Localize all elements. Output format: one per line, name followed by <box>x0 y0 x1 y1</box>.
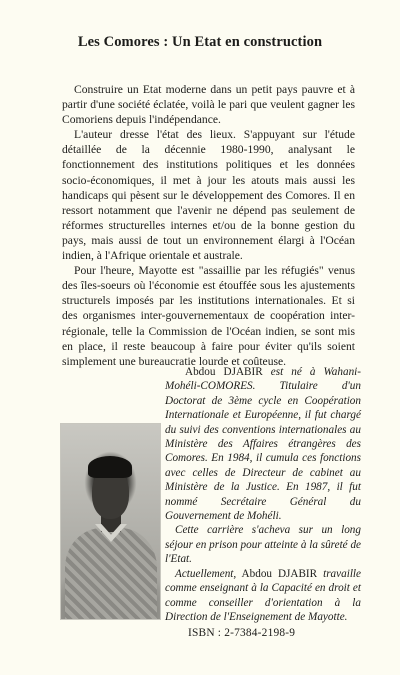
bio-author-name: Abdou DJABIR <box>185 366 263 378</box>
isbn: ISBN : 2-7384-2198-9 <box>188 627 296 639</box>
summary-paragraph-3: Pour l'heure, Mayotte est "assaillie par les réfugiés" venus des îles-soeurs où l'économie est étouffée sous les ajustements structurels imposés par les institutions internationales. Et si des organismes inter-gouvernementaux de coopération inter-régionale, telle la Commission de l'Océan indien, se sont mis en place, il reste beaucoup à faire pour éviter qu'ils soient simplement une bureaucratie lourde et coûteuse. <box>62 264 355 368</box>
author-photo-hair <box>88 456 132 478</box>
bio-paragraph-1 <box>165 365 361 523</box>
bio-paragraph-2 <box>165 523 361 566</box>
bio-paragraph-3 <box>165 567 361 625</box>
bio-paragraph-3-text: travaille comme enseignant à la Capacité en droit et comme conseiller d'orientation à la Direction de l'Enseignement de Mayotte. <box>165 567 361 623</box>
author-photo <box>60 423 161 620</box>
book-title: Les Comores : Un Etat en construction <box>77 34 323 50</box>
bio-paragraph-2-text: Cette carrière s'acheva sur un long séjour en prison pour atteinte à la sûreté de l'Etat. <box>165 524 361 566</box>
bio-paragraph-3-lead: Actuellement, <box>175 567 237 580</box>
author-bio <box>165 365 361 624</box>
summary-text <box>62 82 355 369</box>
summary-paragraph-1: Construire un Etat moderne dans un petit pays pauvre et à partir d'une société éclatée, voilà le pari que veulent gagner les Comoriens depuis l'indépendance. <box>62 83 355 127</box>
bio-paragraph-3-name: Abdou DJABIR <box>241 567 318 580</box>
summary-paragraph-2: L'auteur dresse l'état des lieux. S'appuyant sur l'étude détaillée de la décennie 1980-1990, analysant le fonctionnement des institutions politiques et les données socio-économiques, il met à jour les atouts mais aussi les handicaps qui pèsent sur le développement des Comores. Il en ressort notamment que l'avenir ne dépend pas seulement de réformes structurelles internes et/ou de la bonne gestion du pays, mais aussi de tout un environnement élargi à l'Océan indien, à l'Afrique orientale et australe. <box>62 128 355 263</box>
bio-paragraph-1-text: est né à Wahani-Mohéli-COMORES. Titulaire d'un Doctorat de 3ème cycle en Coopération Internationale et Européenne, il fut chargé du suivi des conventions internationales au Ministère des Affaires étrangères des Comores. En 1984, il cumula ces fonctions avec celles de Directeur de cabinet au Ministère de la Justice. En 1987, il fut nommé Secrétaire Général du Gouvernement de Mohéli. <box>165 366 361 523</box>
